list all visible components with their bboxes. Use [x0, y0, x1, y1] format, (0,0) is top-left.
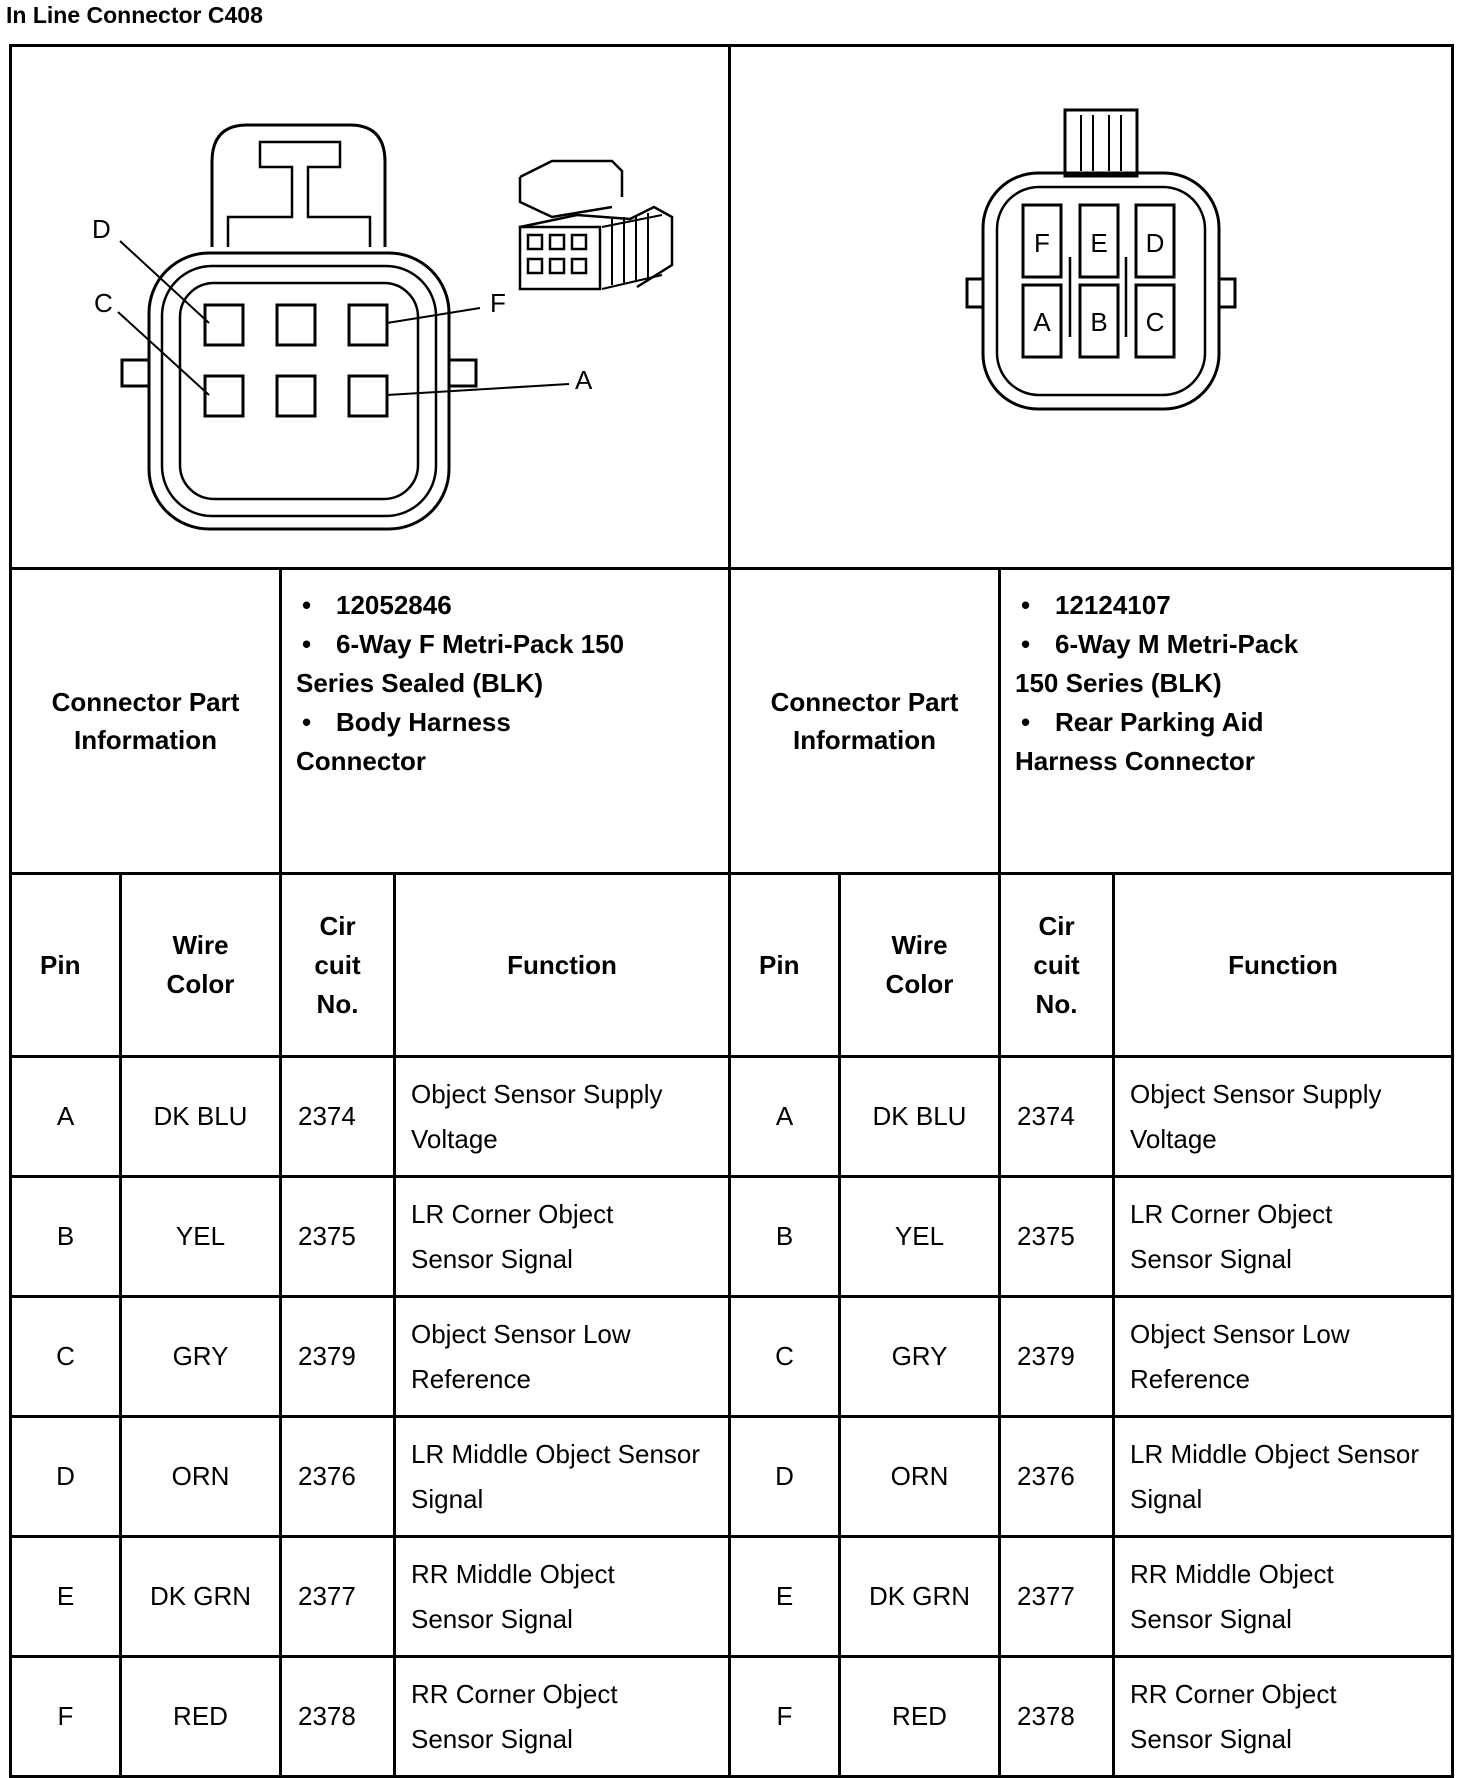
function-cell: Object Sensor Low Reference	[395, 1297, 730, 1417]
pin-cell: A	[11, 1057, 121, 1177]
header-wire-color: Wire Color	[840, 874, 1000, 1057]
header-circuit: Cir cuit No.	[281, 874, 395, 1057]
table-row	[11, 1057, 1453, 1177]
function-cell: RR Corner Object Sensor Signal	[1114, 1657, 1453, 1777]
pin-cell: D	[730, 1417, 840, 1537]
wire-color-cell: DK GRN	[121, 1537, 281, 1657]
function-cell: LR Middle Object Sensor Signal	[395, 1417, 730, 1537]
wire-color-cell: YEL	[121, 1177, 281, 1297]
table-row	[11, 1297, 1453, 1417]
pin-cell: E	[11, 1537, 121, 1657]
header-pin: Pin	[11, 874, 121, 1057]
pin-cell: F	[11, 1657, 121, 1777]
function-cell: RR Middle Object Sensor Signal	[1114, 1537, 1453, 1657]
function-cell: Object Sensor Supply Voltage	[395, 1057, 730, 1177]
function-cell: LR Corner Object Sensor Signal	[395, 1177, 730, 1297]
right-desc-3: • Rear Parking Aid	[1015, 703, 1441, 742]
pin-cell: A	[730, 1057, 840, 1177]
circuit-cell: 2376	[1000, 1417, 1114, 1537]
left-desc-3: • Body Harness	[296, 703, 718, 742]
right-connector-diagram-cell	[730, 46, 1453, 569]
right-desc-1: • 6-Way M Metri-Pack	[1015, 625, 1441, 664]
function-cell: LR Corner Object Sensor Signal	[1114, 1177, 1453, 1297]
wire-color-cell: ORN	[121, 1417, 281, 1537]
pin-cell: F	[730, 1657, 840, 1777]
circuit-cell: 2379	[281, 1297, 395, 1417]
pin-label-d-male: D	[1145, 228, 1165, 258]
header-circuit: Cir cuit No.	[1000, 874, 1114, 1057]
circuit-cell: 2376	[281, 1417, 395, 1537]
pin-label-a: A	[575, 365, 593, 395]
circuit-cell: 2375	[1000, 1177, 1114, 1297]
table-row	[11, 1657, 1453, 1777]
left-connector-diagram-cell	[11, 46, 730, 569]
function-cell: Object Sensor Low Reference	[1114, 1297, 1453, 1417]
wire-color-cell: RED	[121, 1657, 281, 1777]
wire-color-cell: GRY	[121, 1297, 281, 1417]
circuit-cell: 2379	[1000, 1297, 1114, 1417]
right-part-info-label: Connector Part Information	[730, 569, 1000, 874]
wire-color-cell: YEL	[840, 1177, 1000, 1297]
header-pin: Pin	[730, 874, 840, 1057]
pin-label-b-male: B	[1090, 307, 1108, 337]
circuit-cell: 2378	[281, 1657, 395, 1777]
right-part-number: • 12124107	[1015, 586, 1441, 625]
pin-cell: B	[730, 1177, 840, 1297]
left-desc-1: • 6-Way F Metri-Pack 150	[296, 625, 718, 664]
male-connector-diagram	[731, 47, 1454, 567]
circuit-cell: 2375	[281, 1177, 395, 1297]
pin-cell: D	[11, 1417, 121, 1537]
function-cell: Object Sensor Supply Voltage	[1114, 1057, 1453, 1177]
wire-color-cell: ORN	[840, 1417, 1000, 1537]
table-row	[11, 1177, 1453, 1297]
pin-label-a-male: A	[1033, 307, 1051, 337]
header-function: Function	[395, 874, 730, 1057]
circuit-cell: 2377	[1000, 1537, 1114, 1657]
circuit-cell: 2377	[281, 1537, 395, 1657]
table-row	[11, 1537, 1453, 1657]
left-desc-4: Connector	[296, 746, 426, 776]
page-title: In Line Connector C408	[6, 2, 263, 28]
circuit-cell: 2374	[1000, 1057, 1114, 1177]
wire-color-cell: DK GRN	[840, 1537, 1000, 1657]
circuit-cell: 2374	[281, 1057, 395, 1177]
pin-label-c-male: C	[1145, 307, 1165, 337]
pin-label-f-male: F	[1034, 228, 1050, 258]
left-desc-2: Series Sealed (BLK)	[296, 668, 544, 698]
pin-label-d: D	[92, 214, 111, 244]
left-part-info	[281, 569, 730, 874]
pin-cell: E	[730, 1537, 840, 1657]
pin-cell: C	[730, 1297, 840, 1417]
table-row	[11, 1417, 1453, 1537]
pin-label-f: F	[490, 288, 506, 318]
connector-table	[9, 44, 1454, 1778]
function-cell: RR Middle Object Sensor Signal	[395, 1537, 730, 1657]
column-header-row	[11, 874, 1453, 1057]
right-desc-2: 150 Series (BLK)	[1015, 668, 1222, 698]
left-part-info-label: Connector Part Information	[11, 569, 281, 874]
pin-cell: C	[11, 1297, 121, 1417]
left-part-number: • 12052846	[296, 586, 718, 625]
right-desc-4: Harness Connector	[1015, 746, 1255, 776]
pin-label-e-male: E	[1090, 228, 1108, 258]
connector-3d-view-icon	[520, 161, 672, 289]
header-function: Function	[1114, 874, 1453, 1057]
pin-label-c: C	[94, 288, 113, 318]
function-cell: LR Middle Object Sensor Signal	[1114, 1417, 1453, 1537]
wire-color-cell: DK BLU	[121, 1057, 281, 1177]
pin-cell: B	[11, 1177, 121, 1297]
right-part-info	[1000, 569, 1453, 874]
female-connector-diagram	[12, 47, 731, 567]
header-wire-color: Wire Color	[121, 874, 281, 1057]
circuit-cell: 2378	[1000, 1657, 1114, 1777]
wire-color-cell: RED	[840, 1657, 1000, 1777]
wire-color-cell: GRY	[840, 1297, 1000, 1417]
wire-color-cell: DK BLU	[840, 1057, 1000, 1177]
function-cell: RR Corner Object Sensor Signal	[395, 1657, 730, 1777]
